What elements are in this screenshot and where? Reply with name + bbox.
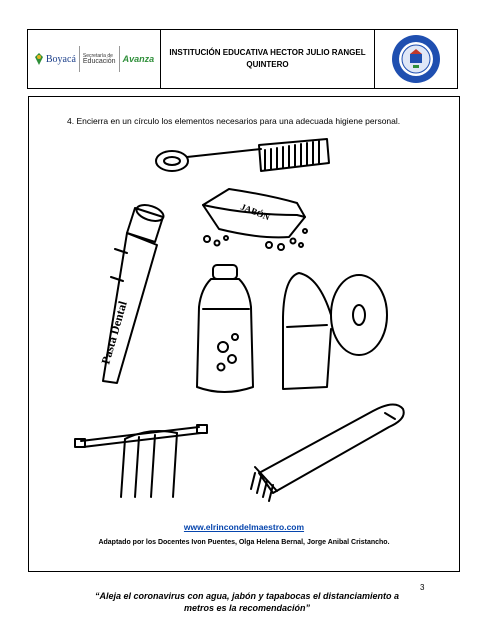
- school-seal-icon: [391, 34, 441, 84]
- worksheet-area: [28, 96, 460, 572]
- school-seal: [375, 30, 457, 88]
- boyaca-emblem-icon: [34, 52, 44, 66]
- logo-divider: [119, 46, 120, 72]
- school-name: [161, 30, 375, 88]
- toothbrush-drawing: [251, 404, 404, 501]
- instruction-text: 4. Encierra en un círculo los elementos necesarios para una adecuada higiene personal.: [67, 116, 401, 126]
- soap-label: JABÓN: [239, 201, 272, 223]
- school-name-line2: QUINTERO: [246, 60, 289, 69]
- avanza-logo: Avanza: [122, 54, 155, 64]
- towel-drawing: [75, 425, 207, 497]
- toilet-paper-drawing: [283, 273, 387, 389]
- comb-drawing: [156, 139, 329, 171]
- lotion-bottle-drawing: [197, 265, 253, 392]
- secretaria-label: Secretaría de: [82, 53, 113, 59]
- footer-line1: “Aleja el coronavirus con agua, jabón y tapabocas el distanciamiento a: [94, 591, 400, 601]
- hygiene-illustrations: [29, 97, 461, 517]
- boyaca-label: Boyacá: [45, 53, 76, 65]
- page-number: 3: [420, 583, 425, 592]
- logo-divider: [79, 46, 80, 72]
- government-logos: [28, 30, 161, 88]
- school-name-line1: INSTITUCIÓN EDUCATIVA HECTOR JULIO RANGEL: [169, 48, 366, 57]
- soap-drawing: [203, 189, 307, 250]
- footer-line2: metros es la recomendación”: [183, 603, 311, 613]
- adaptation-credit: Adaptado por los Docentes Ivon Puentes, Olga Helena Bernal, Jorge Anibal Cristancho.: [98, 539, 390, 546]
- boyaca-logo: [34, 52, 76, 66]
- source-link[interactable]: www.elrincondelmaestro.com: [183, 522, 305, 532]
- toothpaste-drawing: [98, 202, 165, 383]
- secretaria-logo: [83, 53, 116, 65]
- footer-slogan: [60, 590, 434, 614]
- toothpaste-label: Pasta Dental: [98, 299, 130, 366]
- document-header: [27, 29, 458, 89]
- educacion-label: Educación: [82, 58, 116, 65]
